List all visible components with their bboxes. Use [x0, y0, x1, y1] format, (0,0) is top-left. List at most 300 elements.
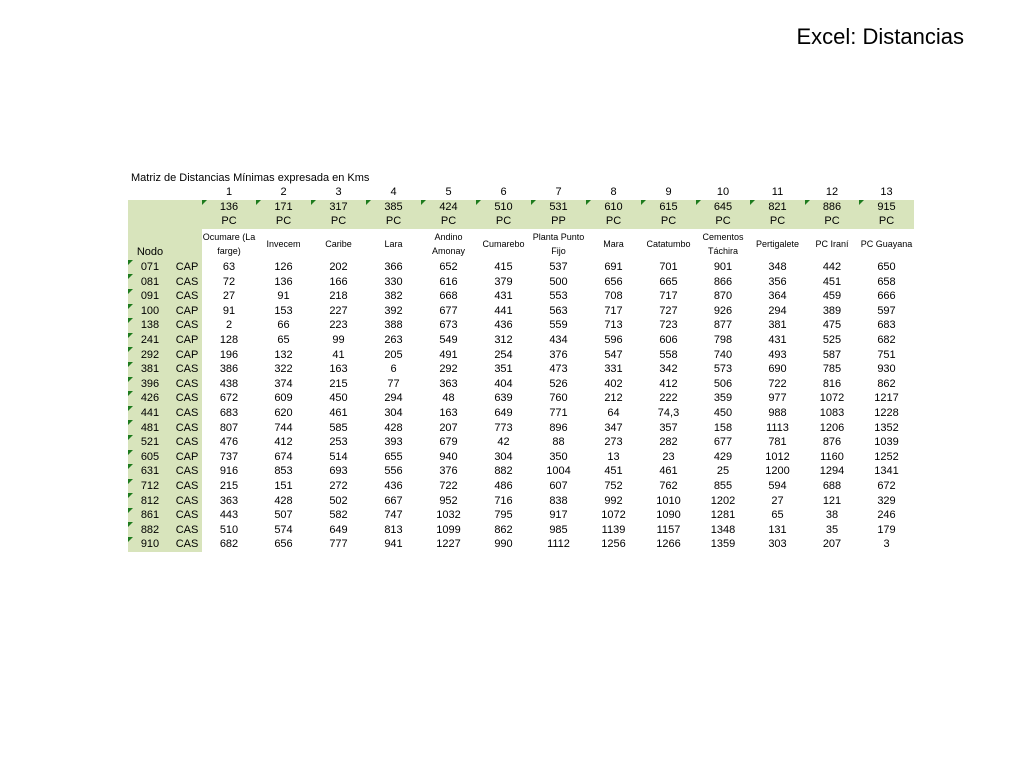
distance-cell-text: 382 [384, 290, 403, 303]
distance-cell [641, 274, 696, 289]
distance-cell [311, 537, 366, 552]
table-row [128, 479, 914, 494]
distance-cell-text: 665 [659, 275, 678, 288]
distance-cell [696, 347, 750, 362]
distance-cell-text: 350 [549, 450, 568, 463]
distance-cell-text: 443 [219, 509, 239, 522]
distance-cell [750, 522, 805, 537]
row-node-text: 861 [140, 509, 160, 522]
distance-cell-text: 781 [768, 436, 787, 449]
distance-cell-text: 862 [494, 523, 513, 536]
distance-cell-text: 658 [877, 275, 896, 288]
distance-cell-text: 1083 [819, 407, 845, 420]
column-type [859, 214, 914, 229]
cell-marker-icon [366, 200, 371, 205]
distance-cell [859, 493, 914, 508]
distance-cell-text: 1227 [436, 538, 461, 551]
type-row [128, 214, 914, 229]
column-type [805, 214, 859, 229]
cell-marker-icon [128, 508, 133, 513]
distance-cell [805, 420, 859, 435]
distance-cell-text: 27 [222, 290, 236, 303]
row-node [128, 304, 172, 319]
cell-marker-icon [128, 318, 133, 323]
distance-cell-text: 760 [549, 392, 568, 405]
column-type-text: PC [221, 215, 237, 228]
distance-cell [641, 318, 696, 333]
distance-cell-text: 502 [329, 494, 348, 507]
table-row [128, 333, 914, 348]
distance-cell-text: 434 [549, 334, 568, 347]
distance-cell-text: 303 [768, 538, 787, 551]
distance-cell [311, 333, 366, 348]
distance-cell [805, 406, 859, 421]
distance-cell [750, 347, 805, 362]
row-node-text: 100 [140, 304, 160, 317]
distance-cell-text: 436 [384, 479, 403, 492]
row-type [172, 522, 202, 537]
row-node [128, 333, 172, 348]
distance-cell [805, 435, 859, 450]
distance-cell [531, 362, 586, 377]
column-index [421, 185, 476, 200]
distance-cell [311, 406, 366, 421]
table-row [128, 362, 914, 377]
distance-cell-text: 558 [659, 348, 678, 361]
column-type-text: PC [769, 215, 786, 228]
distance-cell [750, 479, 805, 494]
column-name-text: Invecem [266, 239, 301, 250]
distance-cell [202, 347, 256, 362]
row-type-text: CAS [175, 538, 199, 551]
distance-cell-text: 438 [219, 377, 239, 390]
distance-cell [696, 435, 750, 450]
cell-marker-icon [128, 260, 133, 265]
row-type-text: CAS [175, 275, 199, 288]
node-header [128, 229, 172, 260]
table-row [128, 304, 914, 319]
distance-cell-text: 3 [883, 538, 890, 551]
distance-cell-text: 1252 [874, 450, 899, 463]
column-code [641, 200, 696, 215]
distance-cell-text: 723 [659, 319, 678, 332]
cell-marker-icon [696, 200, 701, 205]
cell-marker-icon [128, 304, 133, 309]
cell-marker-icon [128, 435, 133, 440]
distance-cell [421, 260, 476, 275]
distance-cell-text: 376 [549, 348, 568, 361]
distance-cell-text: 594 [768, 479, 787, 492]
distance-cell-text: 25 [716, 465, 730, 478]
distance-cell [202, 362, 256, 377]
distance-cell-text: 813 [384, 523, 403, 536]
distance-cell-text: 374 [274, 377, 293, 390]
distance-cell-text: 1348 [710, 523, 736, 536]
distance-cell-text: 65 [771, 509, 784, 522]
distance-cell-text: 752 [604, 479, 623, 492]
distance-cell [696, 508, 750, 523]
distance-cell-text: 253 [329, 436, 348, 449]
cell-marker-icon [641, 200, 646, 205]
cell-marker-icon [256, 200, 261, 205]
distance-cell [311, 260, 366, 275]
row-type-text: CAS [175, 509, 199, 522]
row-node-text: 631 [140, 465, 160, 478]
distance-cell [750, 450, 805, 465]
row-type [172, 537, 202, 552]
distance-cell [256, 522, 311, 537]
distance-cell-text: 926 [713, 304, 733, 317]
distance-cell-text: 2 [225, 319, 233, 332]
distance-cell [531, 464, 586, 479]
column-index [859, 185, 914, 200]
distance-cell-text: 128 [219, 334, 239, 347]
distance-cell [256, 479, 311, 494]
distance-cell [476, 274, 531, 289]
distance-cell [750, 274, 805, 289]
distance-cell-text: 366 [384, 261, 403, 274]
distance-cell [531, 391, 586, 406]
distance-cell [750, 406, 805, 421]
distance-cell-text: 330 [384, 275, 403, 288]
distance-cell-text: 428 [274, 494, 293, 507]
distance-cell-text: 896 [549, 421, 568, 434]
distance-cell [696, 450, 750, 465]
distance-cell-text: 722 [768, 377, 787, 390]
distance-cell [641, 522, 696, 537]
distance-cell-text: 441 [494, 304, 513, 317]
distance-cell-text: 91 [222, 304, 236, 317]
column-name-text: Lara [384, 239, 403, 250]
distance-cell-text: 977 [768, 392, 787, 405]
distance-cell-text: 451 [604, 465, 623, 478]
column-name [366, 229, 421, 260]
column-index [366, 185, 421, 200]
distance-cell-text: 506 [713, 377, 733, 390]
distance-cell [256, 318, 311, 333]
distance-cell [202, 479, 256, 494]
distance-cell-text: 386 [219, 363, 239, 376]
distance-cell-text: 393 [384, 436, 403, 449]
column-type [421, 214, 476, 229]
distance-cell-text: 357 [659, 421, 678, 434]
distance-cell [366, 435, 421, 450]
distance-cell-text: 179 [877, 523, 896, 536]
distance-cell [859, 260, 914, 275]
distance-cell [311, 508, 366, 523]
distance-cell [311, 479, 366, 494]
column-index-text: 5 [445, 186, 452, 199]
distance-cell [531, 406, 586, 421]
distance-cell-text: 42 [497, 436, 510, 449]
distance-cell [366, 522, 421, 537]
distance-cell [641, 347, 696, 362]
cell-marker-icon [128, 537, 133, 542]
distance-cell-text: 838 [549, 494, 568, 507]
row-type [172, 304, 202, 319]
row-node [128, 464, 172, 479]
distance-cell [531, 537, 586, 552]
distance-cell-text: 72 [222, 275, 236, 288]
row-type [172, 420, 202, 435]
distance-cell-text: 722 [439, 479, 458, 492]
blank-cell [172, 214, 202, 229]
distance-cell [586, 508, 641, 523]
column-name [805, 229, 859, 260]
row-type-text: CAP [175, 261, 199, 274]
distance-cell-text: 475 [822, 319, 842, 332]
distance-cell [805, 391, 859, 406]
cell-marker-icon [202, 200, 207, 205]
index-row [128, 185, 914, 200]
column-type [531, 214, 586, 229]
distance-cell [696, 260, 750, 275]
distance-cell [859, 435, 914, 450]
distance-cell [859, 522, 914, 537]
distance-cell [421, 391, 476, 406]
distance-cell [366, 493, 421, 508]
distance-cell-text: 222 [659, 392, 678, 405]
column-name [859, 229, 914, 260]
column-name-text: PC Guayana [860, 239, 913, 250]
distance-cell [531, 450, 586, 465]
distance-cell [311, 377, 366, 392]
column-name [476, 229, 531, 260]
distance-cell-text: 727 [659, 304, 678, 317]
distance-cell [531, 493, 586, 508]
distance-cell [696, 464, 750, 479]
distance-cell [421, 450, 476, 465]
cell-marker-icon [750, 200, 755, 205]
distance-cell-text: 196 [219, 348, 239, 361]
distance-cell-text: 607 [549, 479, 568, 492]
distance-cell [311, 420, 366, 435]
distance-cell [421, 406, 476, 421]
distance-cell-text: 38 [825, 509, 839, 522]
distance-cell [421, 362, 476, 377]
column-name-text: Caribe [325, 239, 352, 250]
distance-cell [859, 362, 914, 377]
distance-cell-text: 514 [329, 450, 348, 463]
distance-cell [641, 377, 696, 392]
distance-cell [202, 522, 256, 537]
distance-cell-text: 254 [494, 348, 513, 361]
column-name-text: Cementos Táchira [702, 232, 744, 257]
distance-cell [366, 537, 421, 552]
distance-cell [859, 508, 914, 523]
row-type [172, 260, 202, 275]
distance-cell [641, 333, 696, 348]
row-type [172, 318, 202, 333]
row-type-text: CAS [175, 479, 199, 492]
column-type [366, 214, 421, 229]
distance-cell-text: 436 [494, 319, 513, 332]
distance-cell-text: 412 [274, 436, 293, 449]
column-type-text: PC [385, 215, 402, 228]
distance-cell [696, 391, 750, 406]
distance-cell-text: 304 [384, 407, 403, 420]
distance-cell-text: 1266 [656, 538, 681, 551]
column-index-text: 6 [500, 186, 507, 199]
distance-cell [586, 450, 641, 465]
distance-cell [256, 260, 311, 275]
distance-cell-text: 461 [659, 465, 678, 478]
distance-cell-text: 329 [877, 494, 896, 507]
distance-cell [586, 304, 641, 319]
distance-cell [805, 260, 859, 275]
distance-cell [696, 318, 750, 333]
row-type-text: CAS [175, 494, 199, 507]
blank-cell [172, 185, 202, 200]
distance-cell [366, 274, 421, 289]
column-code-text: 510 [494, 200, 513, 213]
distance-cell-text: 917 [549, 509, 568, 522]
distance-cell-text: 582 [329, 509, 348, 522]
distance-cell-text: 272 [329, 479, 348, 492]
distance-cell-text: 223 [329, 319, 348, 332]
distance-cell-text: 744 [274, 421, 293, 434]
row-node-text: 521 [140, 436, 160, 449]
distance-cell-text: 392 [384, 304, 403, 317]
column-name [586, 229, 641, 260]
distance-cell [202, 420, 256, 435]
distance-cell-text: 304 [494, 450, 513, 463]
distance-cell [641, 289, 696, 304]
column-code-text: 821 [768, 200, 787, 213]
cell-marker-icon [128, 522, 133, 527]
distance-cell-text: 713 [604, 319, 623, 332]
distance-cell-text: 870 [713, 290, 733, 303]
distance-cell [805, 274, 859, 289]
column-index [256, 185, 311, 200]
cell-marker-icon [311, 200, 316, 205]
distance-cell-text: 476 [219, 436, 239, 449]
distance-cell [641, 260, 696, 275]
distance-cell [311, 493, 366, 508]
distance-cell [476, 304, 531, 319]
row-node [128, 377, 172, 392]
column-code [366, 200, 421, 215]
distance-cell [256, 537, 311, 552]
distance-cell [805, 537, 859, 552]
name-row [128, 229, 914, 260]
distance-cell [256, 274, 311, 289]
distance-cell-text: 677 [439, 304, 458, 317]
distance-cell [421, 274, 476, 289]
column-index [750, 185, 805, 200]
cell-marker-icon [421, 200, 426, 205]
distance-cell [366, 318, 421, 333]
distance-cell [202, 377, 256, 392]
distance-cell [476, 493, 531, 508]
distance-cell [311, 318, 366, 333]
distance-cell-text: 691 [604, 261, 623, 274]
distance-cell-text: 650 [877, 261, 896, 274]
distance-cell-text: 1256 [601, 538, 626, 551]
distance-cell-text: 716 [494, 494, 513, 507]
distance-cell-text: 312 [494, 334, 513, 347]
distance-cell-text: 1010 [656, 494, 681, 507]
column-type-text: PC [330, 215, 347, 228]
distance-cell [586, 333, 641, 348]
distance-cell-text: 282 [659, 436, 678, 449]
distance-cell [202, 435, 256, 450]
column-code [586, 200, 641, 215]
distance-cell [586, 391, 641, 406]
distance-cell [586, 260, 641, 275]
distance-cell-text: 431 [494, 290, 513, 303]
row-node [128, 274, 172, 289]
column-index [202, 185, 256, 200]
distance-cell [531, 435, 586, 450]
row-node [128, 522, 172, 537]
distance-cell-text: 77 [387, 377, 400, 390]
distance-cell [421, 347, 476, 362]
distance-cell [256, 362, 311, 377]
row-node-text: 081 [140, 275, 160, 288]
table-row [128, 508, 914, 523]
distance-cell-text: 507 [274, 509, 293, 522]
distance-cell-text: 27 [771, 494, 784, 507]
distance-cell-text: 656 [274, 538, 293, 551]
distance-cell [859, 377, 914, 392]
distance-cell-text: 459 [822, 290, 842, 303]
distance-cell [531, 479, 586, 494]
distance-cell-text: 941 [384, 538, 403, 551]
distance-cell [311, 522, 366, 537]
column-code [696, 200, 750, 215]
distance-cell-text: 491 [439, 348, 458, 361]
distance-cell [586, 289, 641, 304]
distance-cell [366, 362, 421, 377]
distance-cell [421, 435, 476, 450]
distance-cell [366, 479, 421, 494]
distance-cell [750, 508, 805, 523]
distance-cell-text: 1090 [656, 509, 681, 522]
distance-cell-text: 596 [604, 334, 623, 347]
row-node-text: 138 [140, 319, 160, 332]
column-type-text: PC [878, 215, 895, 228]
distance-cell-text: 163 [329, 363, 348, 376]
column-code-text: 531 [549, 200, 568, 213]
cell-marker-icon [586, 200, 591, 205]
distance-cell [696, 537, 750, 552]
distance-cell [421, 537, 476, 552]
distance-cell [256, 508, 311, 523]
table-row [128, 377, 914, 392]
distance-cell [476, 333, 531, 348]
column-index-text: 2 [280, 186, 287, 199]
distance-cell-text: 450 [713, 407, 733, 420]
table-row [128, 391, 914, 406]
distance-cell-text: 1099 [436, 523, 461, 536]
distance-cell-text: 376 [439, 465, 458, 478]
distance-cell-text: 64 [607, 407, 620, 420]
distance-cell [202, 493, 256, 508]
cell-marker-icon [476, 200, 481, 205]
column-type [202, 214, 256, 229]
distance-cell-text: 762 [659, 479, 678, 492]
node-header-text: Nodo [136, 245, 164, 258]
distance-cell-text: 218 [329, 290, 348, 303]
row-type [172, 347, 202, 362]
distance-cell-text: 930 [877, 363, 896, 376]
distance-cell-text: 816 [822, 377, 842, 390]
distance-cell [531, 274, 586, 289]
table-row [128, 435, 914, 450]
row-type-text: CAS [175, 421, 199, 434]
distance-cell [476, 420, 531, 435]
